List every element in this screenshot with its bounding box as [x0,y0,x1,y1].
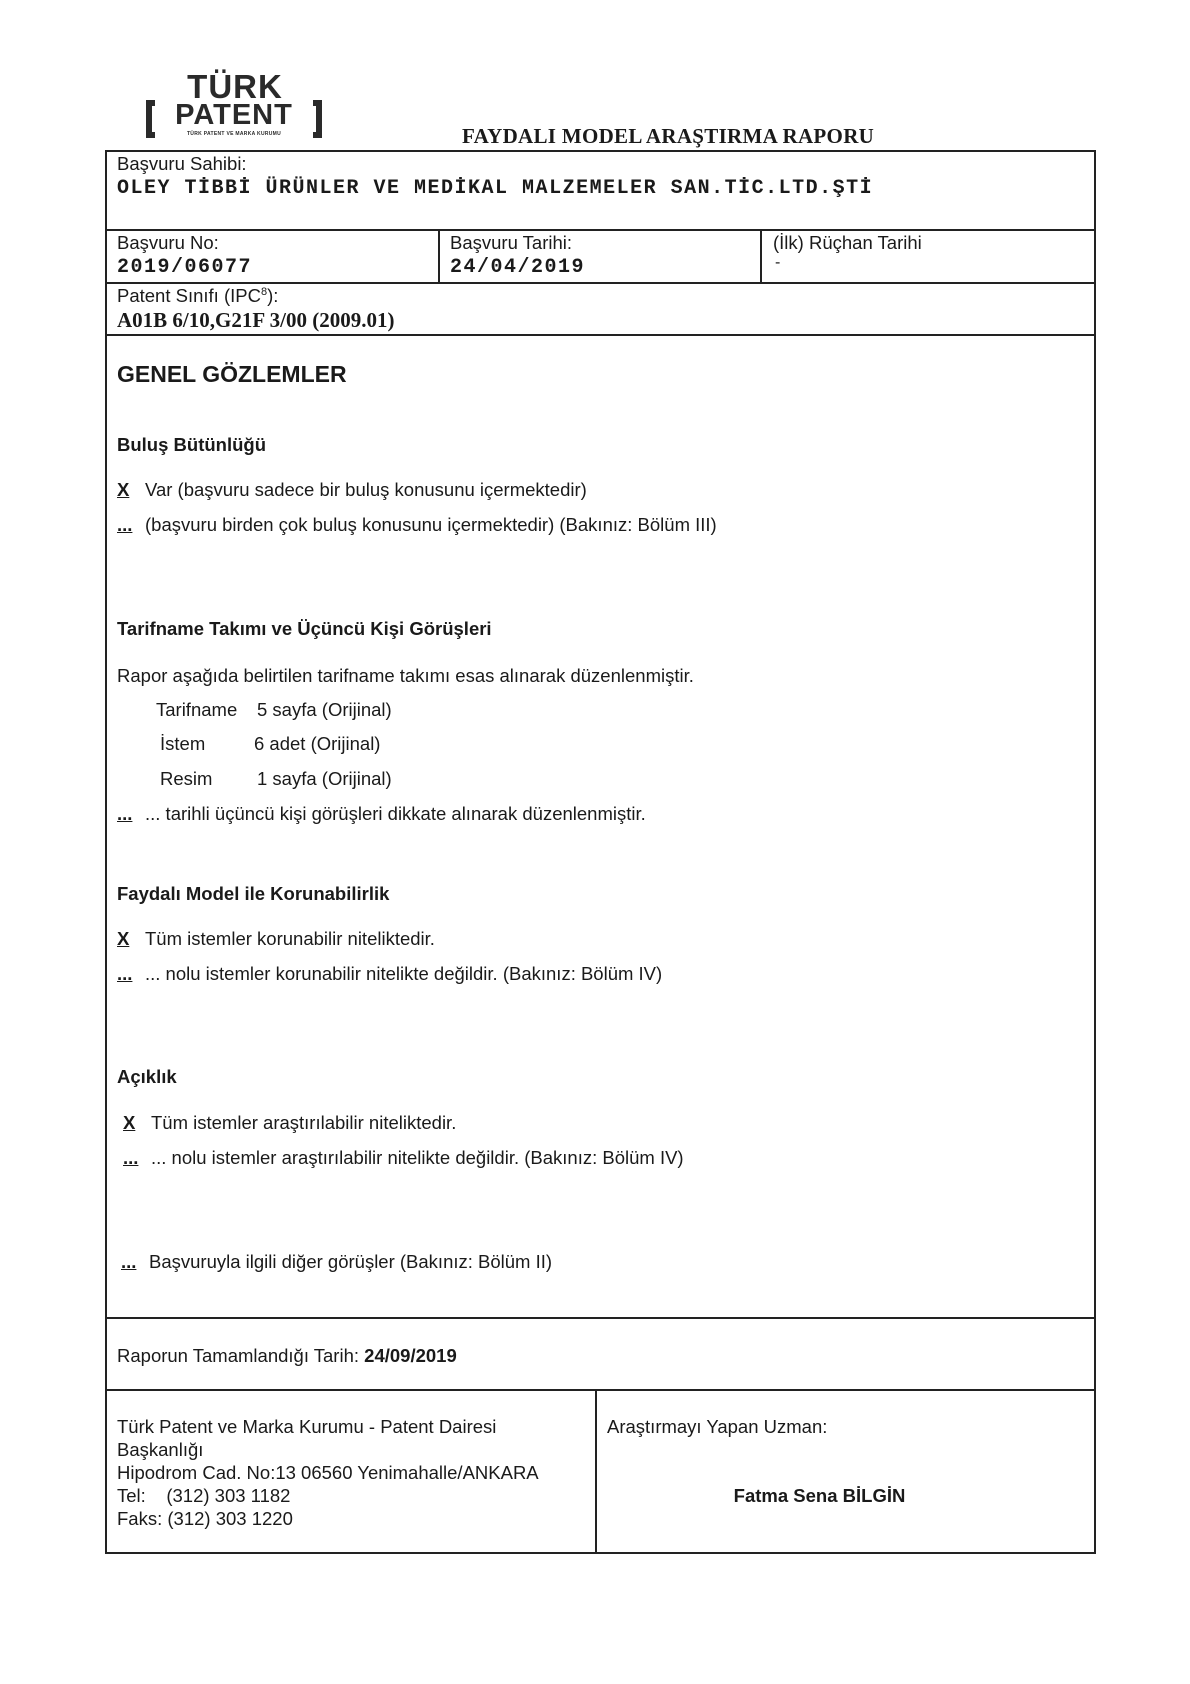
check-mark: ... [117,803,133,824]
office-name-cont: Başkanlığı [117,1439,204,1460]
examiner-label: Araştırmayı Yapan Uzman: [607,1416,828,1437]
spec-row-value: 5 sayfa (Orijinal) [257,699,392,720]
logo-bracket-left [146,100,155,138]
protectability-option-all: X Tüm istemler korunabilir niteliktedir. [117,928,435,949]
logo-bracket-right [313,100,322,138]
spec-row-name: Tarifname [156,699,238,720]
protectability-heading: Faydalı Model ile Korunabilirlik [117,883,390,904]
spec-row-value: 6 adet (Orijinal) [254,733,381,754]
clarity-option-some: ... ... nolu istemler araştırılabilir nitelikte değildir. (Bakınız: Bölüm IV) [123,1147,684,1168]
clarity-option-all: X Tüm istemler araştırılabilir niteliktedir. [123,1112,457,1133]
spec-third-party: ... ... tarihli üçüncü kişi görüşleri dikkate alınarak düzenlenmiştir. [117,803,646,824]
unity-option-single: X Var (başvuru sadece bir buluş konusunu içermektedir) [117,479,587,500]
logo-subtitle: TÜRK PATENT VE MARKA KURUMU [186,131,282,137]
patent-class-value: A01B 6/10,G21F 3/00 (2009.01) [117,308,395,332]
check-mark: ... [117,514,133,535]
divider [105,1389,1096,1391]
spec-row-value: 1 sayfa (Orijinal) [257,768,392,789]
column-divider [760,229,762,284]
priority-date-value: - [775,254,781,271]
office-fax: Faks: (312) 303 1220 [117,1508,293,1529]
protectability-option-some: ... ... nolu istemler korunabilir nitelikte değildir. (Bakınız: Bölüm IV) [117,963,663,984]
general-observations-title: GENEL GÖZLEMLER [117,361,347,387]
examiner-name: Fatma Sena BİLGİN [733,1485,906,1506]
divider [105,282,1096,284]
spec-row-name: İstem [160,733,206,754]
check-mark: X [117,479,130,500]
divider [105,1317,1096,1319]
unity-option-multiple: ... (başvuru birden çok buluş konusunu içermektedir) (Bakınız: Bölüm III) [117,514,717,535]
report-title: FAYDALI MODEL ARAŞTIRMA RAPORU [462,124,875,148]
column-divider [595,1389,597,1554]
unity-heading: Buluş Bütünlüğü [117,434,266,455]
check-mark: ... [117,963,133,984]
column-divider [438,229,440,284]
clarity-heading: Açıklık [117,1066,177,1087]
office-address: Hipodrom Cad. No:13 06560 Yenimahalle/ANKARA [117,1462,539,1483]
spec-heading: Tarifname Takımı ve Üçüncü Kişi Görüşleri [117,618,492,639]
check-mark: ... [121,1251,137,1272]
completion-date: Raporun Tamamlandığı Tarih: 24/09/2019 [117,1345,457,1366]
office-name: Türk Patent ve Marka Kurumu - Patent Dairesi [117,1416,497,1437]
application-no-value: 2019/06077 [117,256,253,279]
application-date-value: 24/04/2019 [450,256,586,279]
priority-date-label: (İlk) Rüçhan Tarihi [773,232,922,253]
other-observations: ... Başvuruyla ilgili diğer görüşler (Bakınız: Bölüm II) [121,1251,553,1272]
logo-line1: TÜRK [187,68,283,105]
spec-intro: Rapor aşağıda belirtilen tarifname takımı esas alınarak düzenlenmiştir. [117,665,694,686]
application-no-label: Başvuru No: [117,232,219,253]
office-phone: Tel: (312) 303 1182 [117,1485,291,1506]
divider [105,334,1096,336]
turk-patent-logo [144,70,326,144]
patent-class-label: Patent Sınıfı (IPC$^8$): [117,285,279,306]
check-mark: X [117,928,130,949]
application-date-label: Başvuru Tarihi: [450,232,573,253]
spec-row-name: Resim [160,768,213,789]
applicant-value: OLEY TİBBİ ÜRÜNLER VE MEDİKAL MALZEMELER SAN.TİC.LTD.ŞTİ [117,177,874,200]
applicant-label: Başvuru Sahibi: [117,153,247,174]
check-mark: ... [123,1147,139,1168]
logo-patent-box [146,100,322,138]
logo-line2: PATENT [175,99,293,131]
check-mark: X [123,1112,136,1133]
divider [105,229,1096,231]
